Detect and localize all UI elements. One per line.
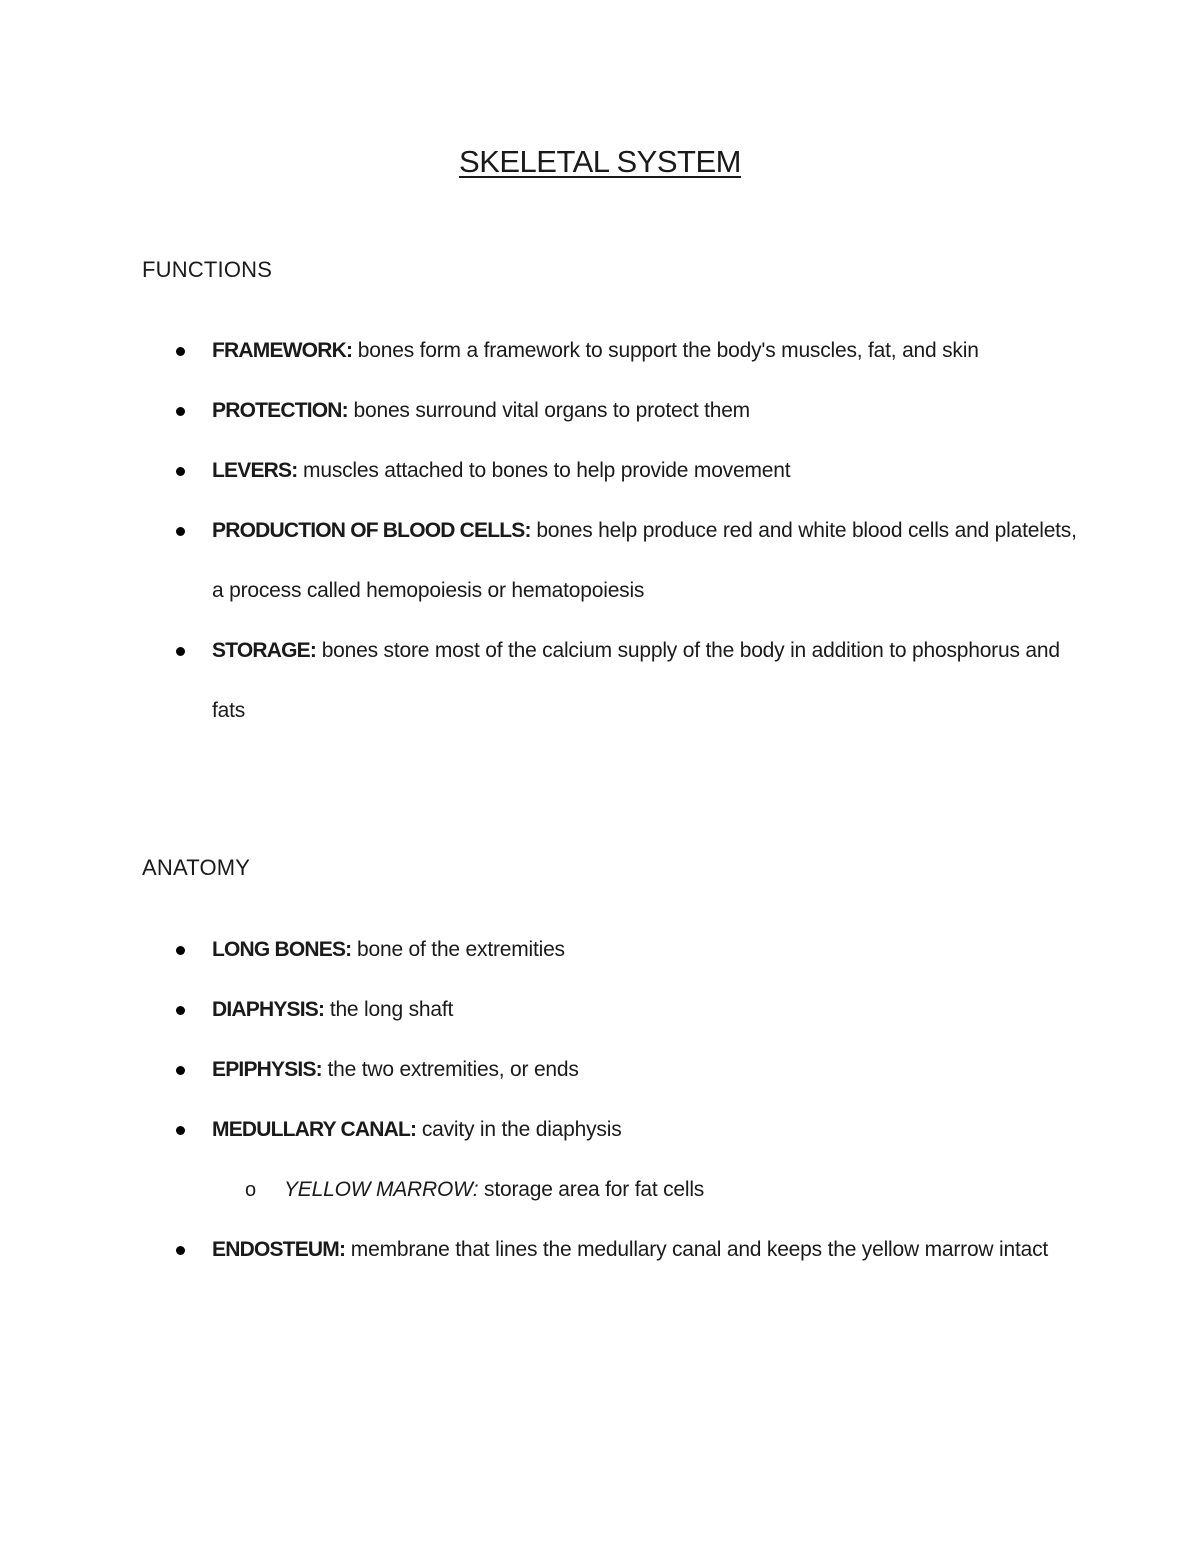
bullet-icon [176, 347, 185, 356]
list-item [0, 920, 1200, 980]
bullet-icon [176, 1066, 185, 1075]
item-term: MEDULLARY CANAL: [212, 1118, 417, 1141]
list-item [0, 621, 1200, 741]
sub-list-item [0, 1160, 1200, 1220]
anatomy-list [0, 920, 1200, 1280]
item-term: STORAGE: [212, 639, 317, 662]
item-text: bones help produce red and white blood cells and platelets, a process called hemopoiesis or hematopoiesis [212, 519, 1077, 602]
item-text: bones surround vital organs to protect them [347, 399, 750, 422]
list-item [0, 381, 1200, 441]
bullet-icon [176, 467, 185, 476]
item-text: bone of the extremities [351, 938, 565, 961]
bullet-icon [176, 647, 185, 656]
list-item [0, 1040, 1200, 1100]
item-term: FRAMEWORK: [212, 339, 353, 362]
sub-item-text: storage area for fat cells [478, 1178, 705, 1201]
item-term: ENDOSTEUM: [212, 1238, 346, 1261]
item-term: LONG BONES: [212, 938, 352, 961]
functions-list [0, 321, 1200, 741]
list-item [0, 1100, 1200, 1160]
item-text: muscles attached to bones to help provide movement [297, 459, 791, 482]
bullet-icon [176, 946, 185, 955]
sub-item-term: YELLOW MARROW: [284, 1178, 479, 1201]
item-term: PRODUCTION OF BLOOD CELLS: [212, 519, 531, 542]
item-text: the two extremities, or ends [321, 1058, 579, 1081]
list-item [0, 441, 1200, 501]
section-heading-functions: FUNCTIONS [142, 257, 273, 282]
list-item [0, 980, 1200, 1040]
bullet-icon [176, 1006, 185, 1015]
bullet-icon [176, 1246, 185, 1255]
list-item [0, 321, 1200, 381]
hollow-bullet-icon: o [245, 1179, 256, 1201]
list-item [0, 501, 1200, 621]
item-text: the long shaft [324, 998, 454, 1021]
item-term: DIAPHYSIS: [212, 998, 325, 1021]
item-term: EPIPHYSIS: [212, 1058, 322, 1081]
section-heading-anatomy: ANATOMY [142, 855, 251, 880]
item-text: bones form a framework to support the body's muscles, fat, and skin [352, 339, 979, 362]
bullet-icon [176, 527, 185, 536]
page-title: SKELETAL SYSTEM [459, 144, 741, 179]
bullet-icon [176, 1126, 185, 1135]
item-text: membrane that lines the medullary canal and keeps the yellow marrow intact [345, 1238, 1049, 1261]
item-term: PROTECTION: [212, 399, 348, 422]
item-term: LEVERS: [212, 459, 298, 482]
bullet-icon [176, 407, 185, 416]
item-text: bones store most of the calcium supply of the body in addition to phosphorus and fats [212, 639, 1060, 722]
item-text: cavity in the diaphysis [416, 1118, 622, 1141]
list-item [0, 1220, 1200, 1280]
